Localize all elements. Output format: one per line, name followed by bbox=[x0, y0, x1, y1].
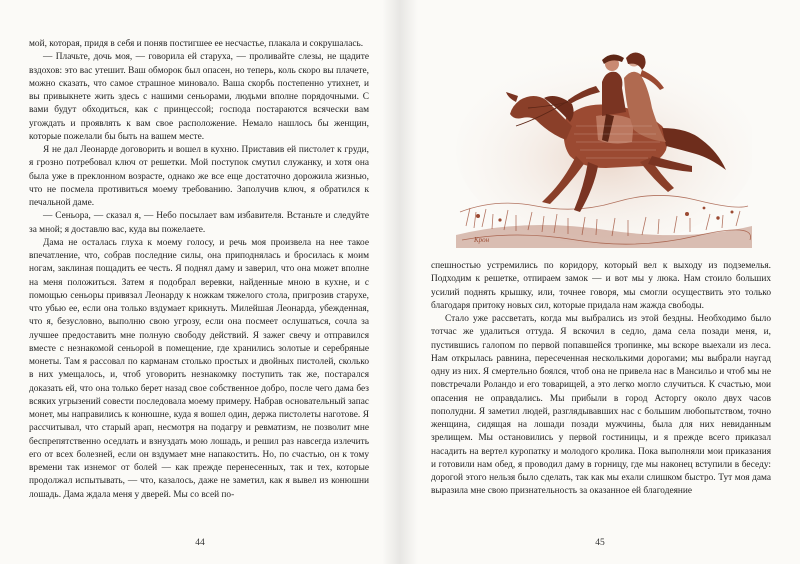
paragraph: Дама не осталась глуха к моему голосу, и речь моя произвела на нее такое впечатление, что, собрав последние силы, она приподнялась и бросилась к моим ногам, заклиная пощадить ее честь. Я поднял даму и заверил, что она может вполне на меня положиться. Затем я подобрал веревки, найденные мною в кухне, и с помощью сеньоры привязал Леонарду к ножкам тяжелого стола, пригрозив старухе, что убью ее, если она только вздумает крикнуть. Милейшая Леонарда, убежденная, что я, безусловно, выполню свою угрозу, если она посмеет ослушаться, сочла за лучшее предоставить мне полную свободу действий. Я зажег свечу и отправился вместе с незнакомой сеньорой в помещение, где хранились золотые и серебряные монеты. Там я рассовал по карманам столько простых и двойных пистолей, сколько в них умещалось, и, чтоб уговорить незнакомку поступить так же, постарался доказать ей, что она только берет назад свое собственное добро, после чего дама без всяких угрызений совести последовала моему примеру. Набрав основательный запас монет, мы направились к конюшне, куда я вошел один, держа пистолеты наготове. Я рассчитывал, что старый арап, несмотря на подагру и ревматизм, не позволит мне беспрепятственно оседлать и взнуздать мою лошадь, и решил раз навсегда излечить его от всех болезней, если он вздумает мне напакостить. Но, по счастью, он к тому времени так изнемог от болей — как прежде перенесенных, так и тех, которые продолжал испытывать, — что, казалось, даже не заметил, как я вывел из конюшни лошадь. Дама ждала меня у дверей. Мы со всей по- bbox=[29, 237, 369, 500]
paragraph: — Плачьте, дочь моя, — говорила ей старуха, — проливайте слезы, не щадите вздохов: это вас утешит. Ваш обморок был опасен, но теперь, коль скоро вы плачете, можно сказать, что самое страшное миновало. Ваша скорбь постепенно утихнет, и вы привыкнете жить здесь с нашими сеньорами, людьми вполне порядочными. С вами будут обходиться, как с принцессой; господа постараются всячески вам угождать и проявлять к вам свое расположение. Немало нашлось бы женщин, которые пожелали бы быть на вашем месте. bbox=[29, 52, 369, 142]
page-number: 44 bbox=[195, 538, 205, 548]
paragraph: мой, которая, придя в себя и поняв постигшее ее несчастье, плакала и сокрушалась. bbox=[29, 39, 364, 49]
artist-signature: Крон bbox=[474, 236, 490, 244]
left-page-text bbox=[29, 38, 369, 502]
horse-riders-illustration bbox=[456, 30, 752, 248]
right-page bbox=[400, 0, 800, 564]
paragraph: спешностью устремились по коридору, который вел к выходу из подземелья. Подходим к решетке, отпираем замок — и вот мы у люка. Нам стоило больших усилий поднять крышку, или, точнее говоря, мы смогли осуществить это только благодаря притоку новых сил, которые придала нам жажда свободы. bbox=[431, 261, 771, 311]
gutter-shadow bbox=[382, 0, 400, 564]
paragraph: Я не дал Леонарде договорить и вошел в кухню. Приставив ей пистолет к груди, я грозно потребовал ключ от решетки. Мой поступок смутил служанку, и хотя она была уже в преклонном возрасте, однако же все еще достаточно дорожила жизнью, что не посмела противиться моему требованию. Заполучив ключ, я обратился к печальной даме. bbox=[29, 145, 369, 208]
paragraph: Стало уже рассветать, когда мы выбрались из этой бездны. Необходимо было тотчас же удалиться оттуда. Я вскочил в седло, дама села позади меня, и, пустившись галопом по первой попавшейся тропинке, мы вскоре выехали из леса. Нам открылась равнина, пересеченная несколькими дорогами; мы выбрали наугад одну из них. Я смертельно боялся, чтоб она не привела нас в Мансильо и чтоб мы не повстречали Роландо и его товарищей, а это легко могло случиться. К счастью, мои опасения не оправдались. Мы прибыли в город Асторгу около двух часов пополудни. Я заметил людей, разглядывавших нас с большим любопытством, точно женщина, сидящая на лошади позади мужчины, была для них невиданным зрелищем. Мы остановились у первой гостиницы, и я прежде всего приказал насадить на вертел куропатку и молодого кролика. Пока выполняли мои приказания и готовили нам обед, я проводил даму в горницу, где мы наконец вступили в беседу: дорогой этого нельзя было сделать, так как мы ехали слишком быстро. Тут моя дама выразила мне свою признательность за оказанное ей благодеяние bbox=[431, 314, 771, 497]
paragraph: — Сеньора, — сказал я, — Небо посылает вам избавителя. Встаньте и следуйте за мной; я доставлю вас, куда вы пожелаете. bbox=[29, 211, 369, 235]
page-number: 45 bbox=[595, 538, 605, 548]
gutter-shadow bbox=[400, 0, 418, 564]
right-page-text bbox=[431, 260, 771, 499]
